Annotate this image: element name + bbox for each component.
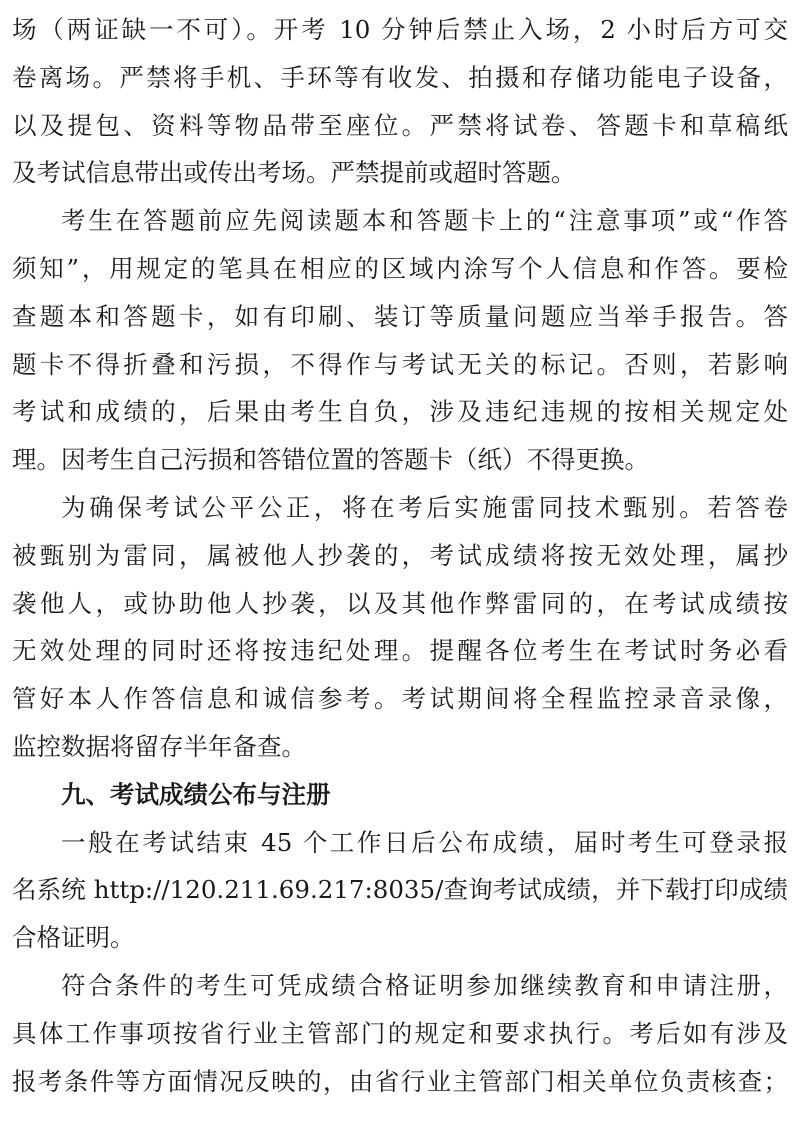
text-line: 以及提包、资料等物品带至座位。严禁将试卷、答题卡和草稿纸 [12,110,788,140]
text-line: 被甄别为雷同，属被他人抄袭的，考试成绩将按无效处理，属抄 [12,540,788,570]
text-line: 场（两证缺一不可）。开考 10 分钟后禁止入场，2 小时后方可交 [12,15,788,44]
text-line: 考试和成绩的，后果由考生自负，涉及违纪违规的按相关规定处 [12,397,788,427]
text-line: 合格证明。 [12,923,135,953]
text-line: 符合条件的考生可凭成绩合格证明参加继续教育和申请注册， [61,970,788,1000]
text-line: 查题本和答题卡，如有印刷、装订等质量问题应当举手报告。答 [12,301,788,331]
paragraph-registration [12,962,788,1105]
section-heading: 九、考试成绩公布与注册 [61,779,331,809]
text-line: 卷离场。严禁将手机、手环等有收发、拍摄和存储功能电子设备， [12,62,788,92]
text-line: 及考试信息带出或传出考场。严禁提前或超时答题。 [12,158,576,188]
text-line: 监控数据将留存半年备查。 [12,731,306,761]
text-line: 须知”，用规定的笔具在相应的区域内涂写个人信息和作答。要检 [12,253,788,283]
text-line: 考生在答题前应先阅读题本和答题卡上的“注意事项”或“作答 [61,206,788,236]
paragraph-plagiarism-check [12,484,788,771]
text-line: 理。因考生自己污损和答错位置的答题卡（纸）不得更换。 [12,445,649,475]
text-line: 为确保考试公平公正，将在考后实施雷同技术甄别。若答卷 [61,492,788,522]
text-line: 具体工作事项按省行业主管部门的规定和要求执行。考后如有涉及 [12,1018,788,1048]
text-line: 一般在考试结束 45 个工作日后公布成绩，届时考生可登录报 [61,827,788,857]
text-line: 无效处理的同时还将按违纪处理。提醒各位考生在考试时务必看 [12,636,788,666]
text-line: 题卡不得折叠和污损，不得作与考试无关的标记。否则，若影响 [12,349,788,379]
paragraph-answer-sheet-rules [12,197,788,484]
text-line: 管好本人作答信息和诚信参考。考试期间将全程监控录音录像， [12,684,788,714]
text-line-with-link: 名系统 http://120.211.69.217:8035/查询考试成绩，并下载打印成绩 [12,875,788,905]
paragraph-score-release [12,819,788,962]
text-line: 袭他人，或协助他人抄袭，以及其他作弊雷同的，在考试成绩按 [12,588,788,618]
paragraph-admission-rules [12,6,788,197]
text-line: 报考条件等方面情况反映的，由省行业主管部门相关单位负责核查； [12,1066,788,1096]
